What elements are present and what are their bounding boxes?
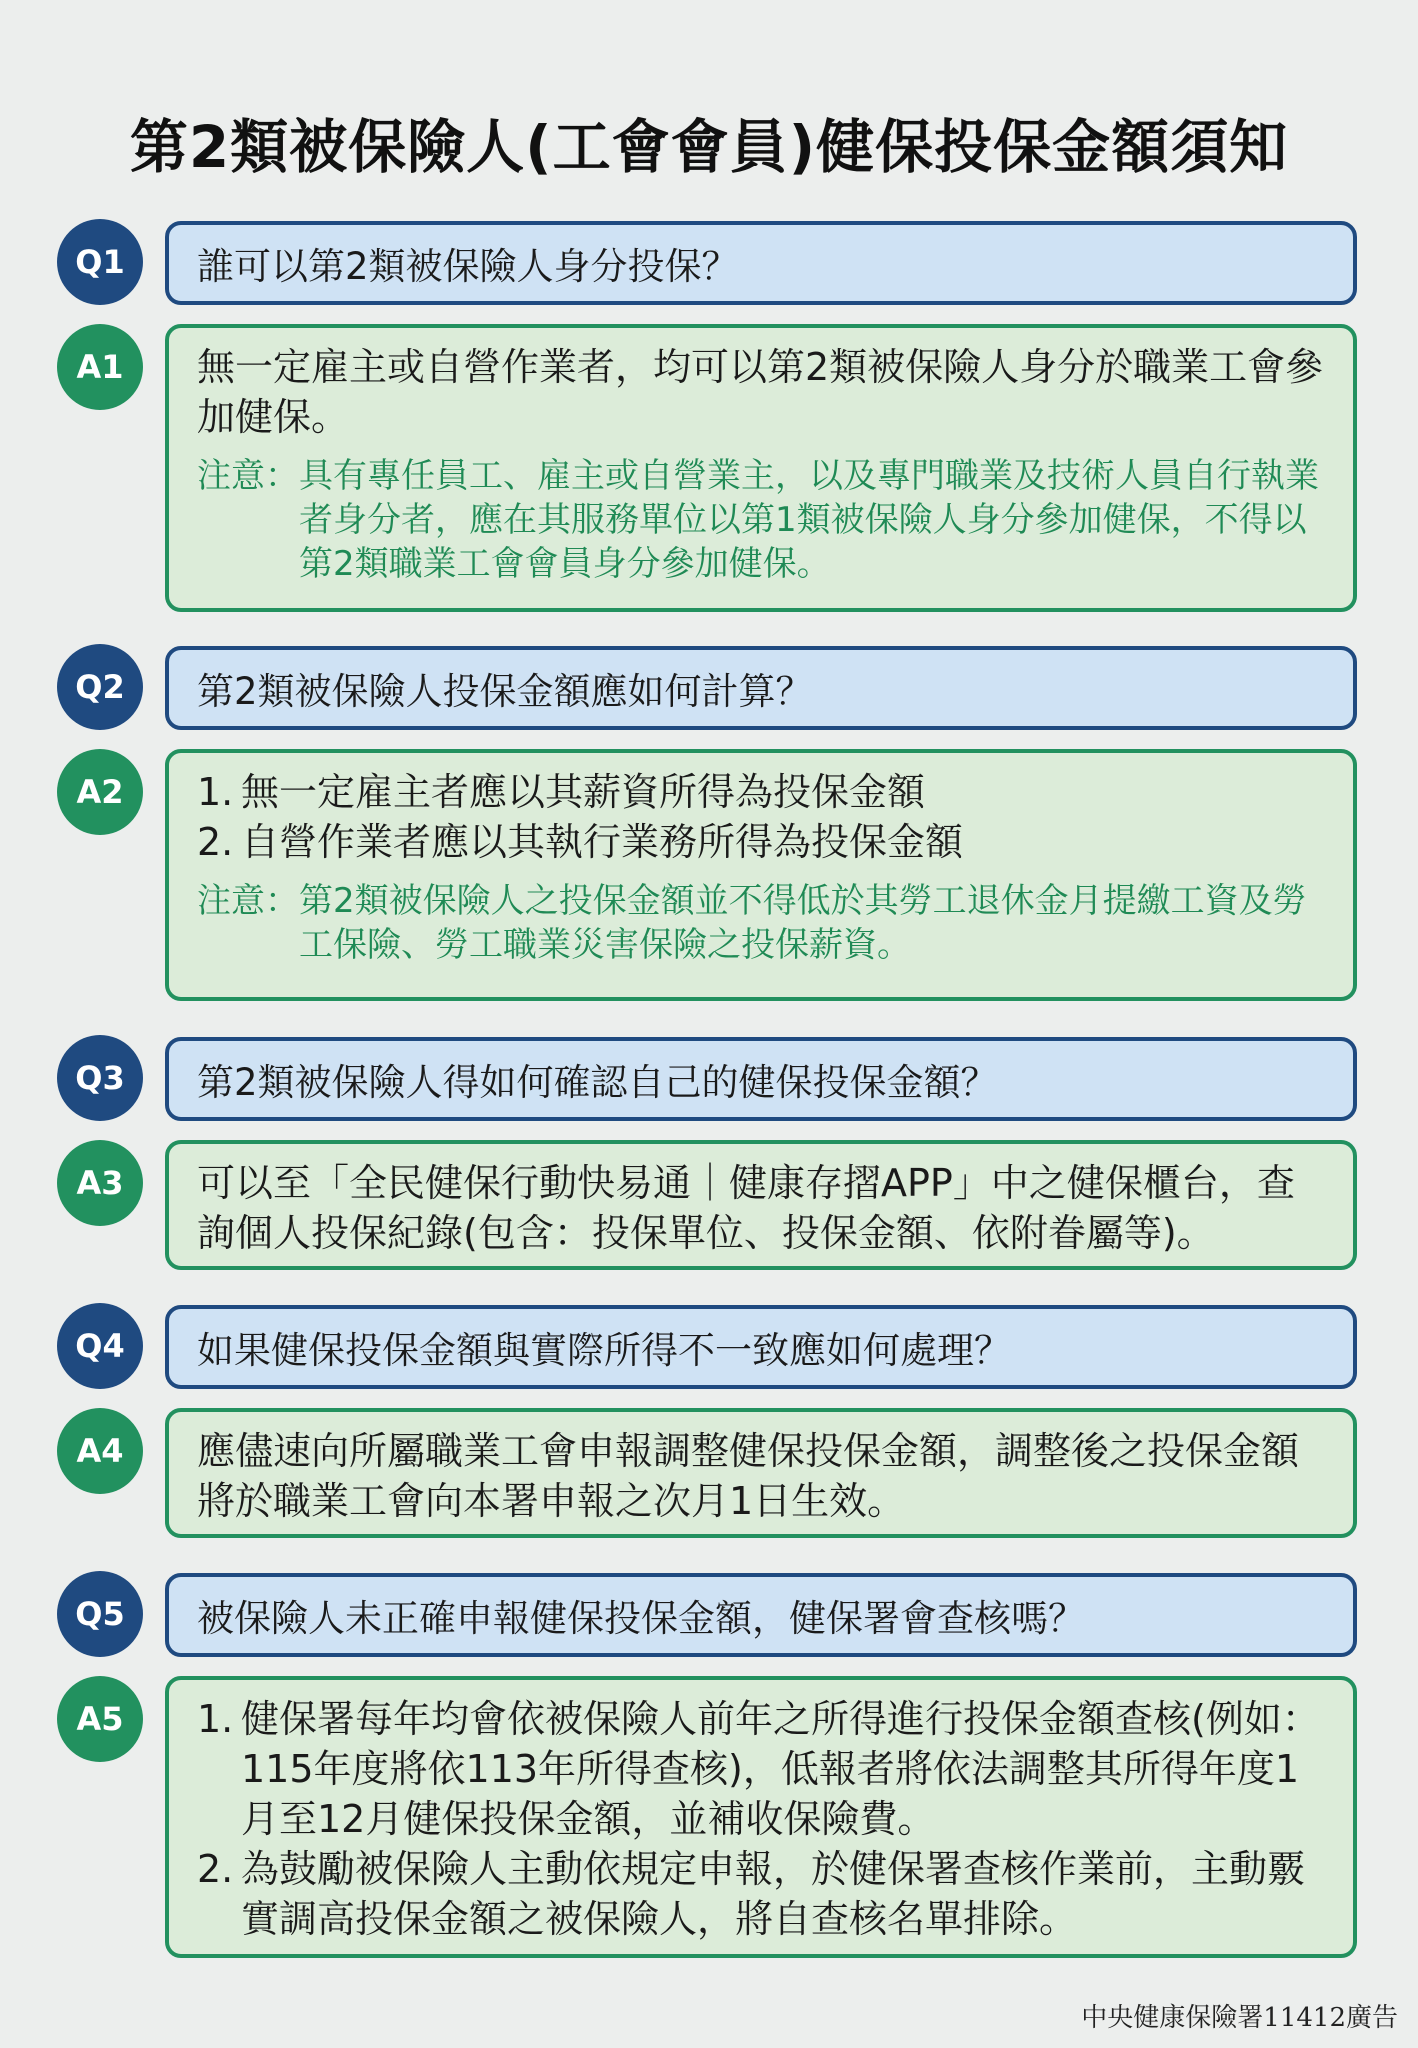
q5-badge: Q5 (57, 1571, 143, 1657)
a2-list-item (197, 817, 1325, 867)
q1-badge: Q1 (57, 219, 143, 305)
a5-badge: A5 (57, 1676, 143, 1762)
a4-badge: A4 (57, 1408, 143, 1494)
a2-note (197, 879, 1325, 967)
a2-item-2-number: 2. (197, 820, 234, 864)
a4-answer-text: 應儘速向所屬職業工會申報調整健保投保金額，調整後之投保金額將於職業工會向本署申報之次月1日生效。 (197, 1429, 1300, 1523)
a2-answer-box (165, 749, 1357, 1001)
q4-badge: Q4 (57, 1303, 143, 1389)
a1-note-label: 注意： (197, 456, 299, 496)
q3-question-box (165, 1037, 1357, 1121)
a1-answer-box (165, 324, 1357, 612)
page-title: 第2類被保險人(工會會員)健保投保金額須知 (129, 113, 1289, 181)
a5-list-item (197, 1844, 1325, 1944)
a1-note (197, 454, 1325, 586)
a3-badge: A3 (57, 1140, 143, 1226)
q5-question-box (165, 1573, 1357, 1657)
a5-item-1-number: 1. (197, 1697, 234, 1741)
a2-item-2-text: 自營作業者應以其執行業務所得為投保金額 (241, 820, 964, 864)
a2-item-1-text: 無一定雇主者應以其薪資所得為投保金額 (241, 770, 926, 814)
q1-question-box (165, 221, 1357, 305)
q2-question-box (165, 646, 1357, 730)
a3-answer-text: 可以至「全民健保行動快易通｜健康存摺APP」中之健保櫃台，查詢個人投保紀錄(包含：投保單位、投保金額、依附眷屬等)。 (197, 1161, 1295, 1255)
a1-note-text: 具有專任員工、雇主或自營業主，以及專門職業及技術人員自行執業者身分者，應在其服務單位以第1類被保險人身分參加健保，不得以第2類職業工會會員身分參加健保。 (299, 456, 1319, 584)
a5-answer-box (165, 1676, 1357, 1958)
a2-note-label: 注意： (197, 881, 299, 921)
a2-badge: A2 (57, 749, 143, 835)
q3-badge: Q3 (57, 1035, 143, 1121)
a5-item-1-text: 健保署每年均會依被保險人前年之所得進行投保金額查核(例如：115年度將依113年所得查核)，低報者將依法調整其所得年度1月至12月健保投保金額，並補收保險費。 (241, 1697, 1320, 1841)
q3-question-text: 第2類被保險人得如何確認自己的健保投保金額？ (197, 1061, 998, 1104)
a5-item-2-text: 為鼓勵被保險人主動依規定申報，於健保署查核作業前，主動覈實調高投保金額之被保險人，將自查核名單排除。 (241, 1847, 1306, 1941)
a2-item-1-number: 1. (197, 770, 234, 814)
a2-list-item (197, 767, 1325, 817)
footer-credit: 中央健康保險署11412廣告 (1081, 2003, 1398, 2033)
q4-question-box (165, 1305, 1357, 1389)
a5-list-item (197, 1694, 1325, 1844)
q5-question-text: 被保險人未正確申報健保投保金額，健保署會查核嗎？ (197, 1597, 1085, 1640)
q4-question-text: 如果健保投保金額與實際所得不一致應如何處理？ (197, 1329, 1011, 1372)
q1-question-text: 誰可以第2類被保險人身分投保？ (197, 245, 739, 288)
q2-badge: Q2 (57, 644, 143, 730)
a4-answer-box (165, 1408, 1357, 1538)
a1-answer-text: 無一定雇主或自營作業者，均可以第2類被保險人身分於職業工會參加健保。 (197, 345, 1324, 439)
a3-answer-box (165, 1140, 1357, 1270)
a2-note-text: 第2類被保險人之投保金額並不得低於其勞工退休金月提繳工資及勞工保險、勞工職業災害保險之投保薪資。 (299, 881, 1307, 965)
q2-question-text: 第2類被保險人投保金額應如何計算？ (197, 670, 813, 713)
a1-badge: A1 (57, 324, 143, 410)
a5-item-2-number: 2. (197, 1847, 234, 1891)
